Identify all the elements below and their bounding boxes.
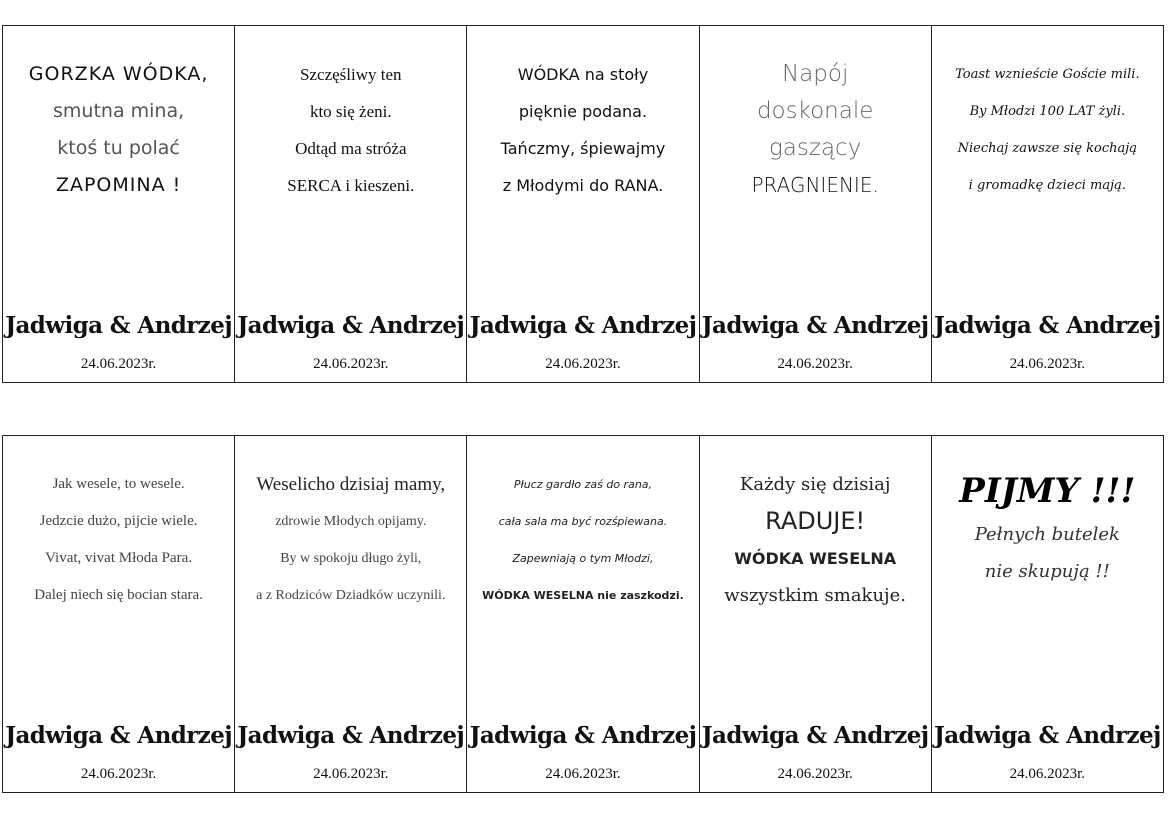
bottle-label [699, 25, 932, 383]
verse [708, 56, 923, 204]
verse-line: Napój [781, 61, 849, 87]
verse-line: z Młodymi do RANA. [502, 176, 664, 195]
wedding-date: 24.06.2023r. [313, 356, 389, 372]
verse [940, 56, 1155, 204]
bottle-label [2, 435, 235, 793]
verse-line: SERCA i kieszeni. [287, 176, 415, 195]
verse-line: wszystkim smakuje. [724, 585, 907, 606]
label-row-bottom [2, 435, 1168, 793]
verse [11, 466, 226, 614]
verse-line: a z Rodziców Dziadków uczynili. [256, 588, 446, 603]
verse-line: Każdy się dzisiaj [739, 474, 891, 495]
verse-line: Jak wesele, to wesele. [52, 476, 185, 492]
bottle-label [931, 435, 1164, 793]
verse-line: Toast wznieście Goście mili. [955, 67, 1140, 82]
wedding-date: 24.06.2023r. [80, 356, 157, 372]
verse-line: kto się żeni. [309, 102, 392, 121]
couple-names: Jadwiga & Andrzej [237, 722, 465, 749]
verse-line: Szczęśliwy ten [300, 65, 402, 84]
verse-line: Zapewniają o tym Młodzi, [512, 552, 654, 565]
verse-line: By Młodzi 100 LAT żyli. [969, 104, 1126, 119]
couple-names: Jadwiga & Andrzej [469, 722, 697, 749]
verse [475, 56, 690, 204]
couple-names: Jadwiga & Andrzej [701, 312, 929, 339]
verse-line: pięknie podana. [518, 102, 648, 121]
verse-line: WÓDKA WESELNA nie zaszkodzi. [482, 589, 684, 602]
verse-line: GORZKA WÓDKA, [28, 63, 209, 85]
couple-names: Jadwiga & Andrzej [5, 722, 232, 749]
verse-line: Niechaj zawsze się kochają [957, 141, 1138, 156]
wedding-date: 24.06.2023r. [777, 766, 853, 782]
verse-line: WÓDKA na stoły [517, 65, 649, 84]
verse-line: ktoś tu polać [57, 137, 180, 159]
verse-line: zdrowie Młodych opijamy. [275, 514, 427, 529]
verse-line: Vivat, vivat Młoda Para. [45, 550, 193, 566]
couple-names: Jadwiga & Andrzej [469, 312, 697, 339]
verse-line: PRAGNIENIE. [751, 173, 879, 197]
couple-names: Jadwiga & Andrzej [933, 722, 1161, 749]
bottle-label [234, 25, 467, 383]
verse-line: By w spokoju długo żyli, [280, 551, 422, 566]
bottle-label [2, 25, 235, 383]
verse [11, 56, 226, 204]
verse-line: i gromadkę dzieci mają. [968, 178, 1127, 193]
verse-line: PIJMY !!! [959, 471, 1136, 511]
verse [243, 466, 458, 614]
wedding-date: 24.06.2023r. [313, 766, 389, 782]
verse-line: Dalej niech się bocian stara. [34, 587, 203, 603]
couple-names: Jadwiga & Andrzej [701, 722, 929, 749]
wedding-date: 24.06.2023r. [1009, 356, 1086, 372]
bottle-label [234, 435, 467, 793]
couple-names: Jadwiga & Andrzej [5, 312, 232, 339]
verse-line: Odtąd ma stróża [295, 139, 407, 158]
verse-line: Weselicho dzisiaj mamy, [256, 474, 446, 495]
couple-names: Jadwiga & Andrzej [237, 312, 465, 339]
wedding-date: 24.06.2023r. [545, 766, 621, 782]
verse-line: RADUJE! [765, 507, 866, 535]
verse-line: cała sala ma być rozśpiewana. [498, 515, 668, 528]
verse-line: Pełnych butelek [974, 524, 1120, 545]
bottle-label [466, 25, 699, 383]
verse [708, 466, 923, 614]
bottle-label [699, 435, 932, 793]
verse-line: doskonale [756, 98, 874, 124]
verse-line: Tańczmy, śpiewajmy [500, 139, 666, 158]
verse-line: gaszący [769, 135, 862, 161]
verse [475, 466, 690, 614]
verse-line: ZAPOMINA ! [55, 174, 182, 196]
bottle-label [466, 435, 699, 793]
wedding-date: 24.06.2023r. [777, 356, 853, 372]
label-row-top [2, 25, 1168, 383]
wedding-date: 24.06.2023r. [80, 766, 157, 782]
bottle-label [931, 25, 1164, 383]
verse-line: WÓDKA WESELNA [734, 549, 897, 568]
verse [243, 56, 458, 204]
wedding-date: 24.06.2023r. [1009, 766, 1086, 782]
verse [940, 466, 1155, 590]
verse-line: Płucz gardło zaś do rana, [513, 478, 653, 491]
wedding-date: 24.06.2023r. [545, 356, 621, 372]
verse-line: smutna mina, [53, 100, 185, 122]
verse-line: nie skupują !! [984, 561, 1110, 582]
couple-names: Jadwiga & Andrzej [933, 312, 1161, 339]
verse-line: Jedzcie dużo, pijcie wiele. [39, 513, 198, 529]
